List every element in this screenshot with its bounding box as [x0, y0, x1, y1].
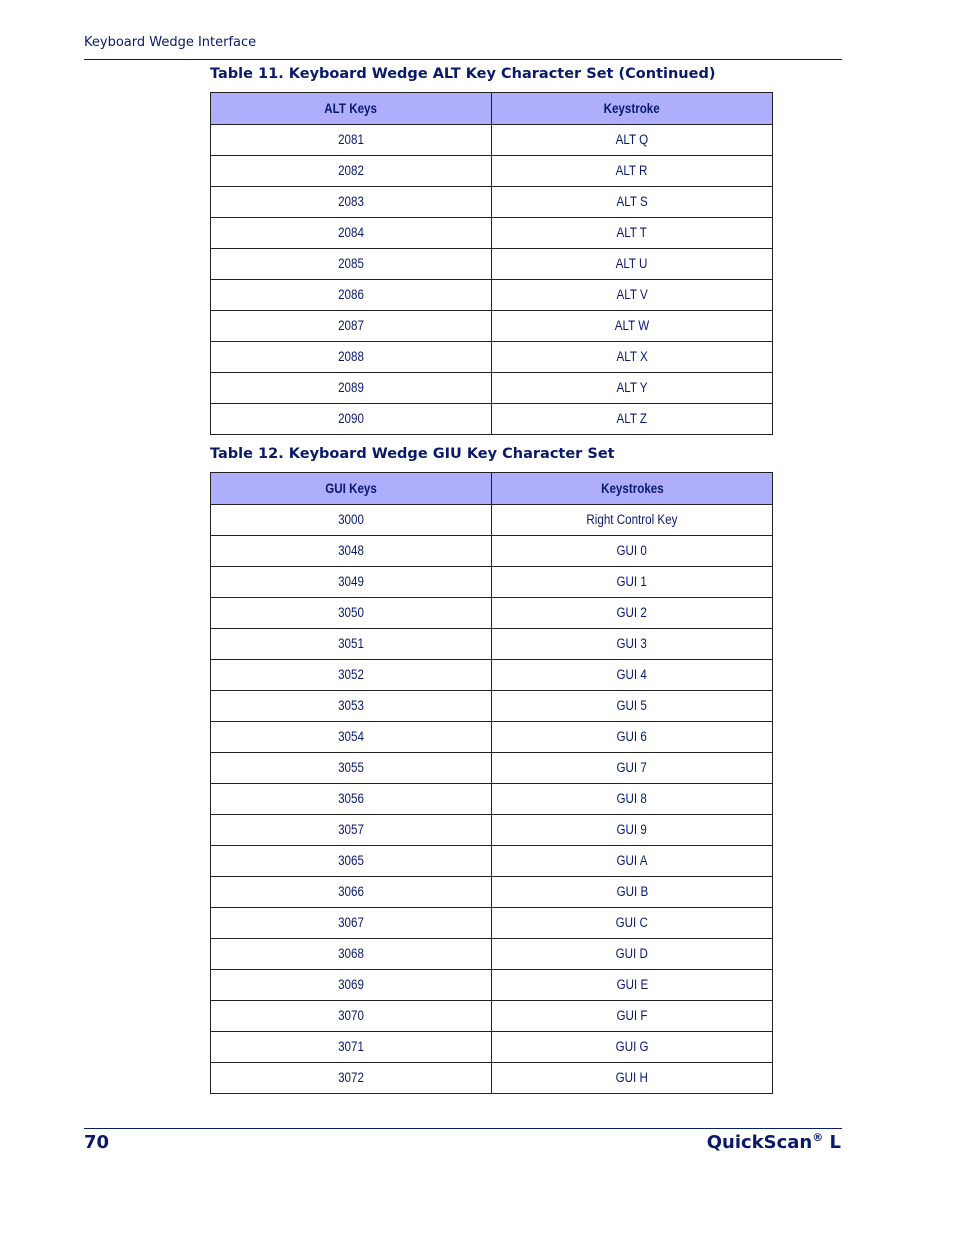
table-row — [211, 536, 773, 567]
key-code-cell: 2083 — [211, 187, 492, 218]
key-code-cell: 2082 — [211, 156, 492, 187]
keystroke-cell: ALT U — [492, 249, 773, 280]
table-row — [211, 1001, 773, 1032]
table-row — [211, 249, 773, 280]
keystroke-cell: GUI 9 — [492, 815, 773, 846]
key-code-cell: 2084 — [211, 218, 492, 249]
key-code-cell: 3049 — [211, 567, 492, 598]
table-row — [211, 373, 773, 404]
key-code-cell: 2081 — [211, 125, 492, 156]
keystroke-cell: GUI 3 — [492, 629, 773, 660]
key-code-cell: 3057 — [211, 815, 492, 846]
table-12-caption: Table 12. Keyboard Wedge GIU Key Character Set — [210, 446, 615, 462]
key-code-cell: 3048 — [211, 536, 492, 567]
page-number: 70 — [84, 1132, 110, 1153]
keystroke-cell: GUI 1 — [492, 567, 773, 598]
table-row — [211, 1032, 773, 1063]
key-code-cell: 3067 — [211, 908, 492, 939]
table-row — [211, 598, 773, 629]
column-header-gui-keys: GUI Keys — [211, 473, 492, 505]
gui-key-table — [210, 472, 773, 1094]
table-header-row — [211, 93, 773, 125]
key-code-cell: 3051 — [211, 629, 492, 660]
table-row — [211, 815, 773, 846]
keystroke-cell: ALT R — [492, 156, 773, 187]
running-header: Keyboard Wedge Interface — [84, 35, 257, 50]
table-row — [211, 753, 773, 784]
table-row — [211, 1063, 773, 1094]
key-code-cell: 3072 — [211, 1063, 492, 1094]
key-code-cell: 3000 — [211, 505, 492, 536]
keystroke-cell: GUI A — [492, 846, 773, 877]
keystroke-cell: ALT T — [492, 218, 773, 249]
key-code-cell: 3069 — [211, 970, 492, 1001]
alt-key-table-body — [211, 125, 773, 435]
table-row — [211, 908, 773, 939]
keystroke-cell: GUI 2 — [492, 598, 773, 629]
table-row — [211, 125, 773, 156]
table-11-caption: Table 11. Keyboard Wedge ALT Key Character Set (Continued) — [210, 66, 716, 82]
keystroke-cell: GUI H — [492, 1063, 773, 1094]
key-code-cell: 3066 — [211, 877, 492, 908]
keystroke-cell: ALT Z — [492, 404, 773, 435]
table-row — [211, 784, 773, 815]
keystroke-cell: ALT Q — [492, 125, 773, 156]
table-row — [211, 342, 773, 373]
table-row — [211, 629, 773, 660]
keystroke-cell: GUI F — [492, 1001, 773, 1032]
key-code-cell: 2090 — [211, 404, 492, 435]
key-code-cell: 2089 — [211, 373, 492, 404]
key-code-cell: 3055 — [211, 753, 492, 784]
keystroke-cell: ALT Y — [492, 373, 773, 404]
keystroke-cell: GUI 8 — [492, 784, 773, 815]
table-row — [211, 567, 773, 598]
keystroke-cell: GUI D — [492, 939, 773, 970]
footer-divider — [84, 1128, 842, 1129]
keystroke-cell: ALT X — [492, 342, 773, 373]
column-header-keystroke: Keystroke — [492, 93, 773, 125]
alt-key-table — [210, 92, 773, 435]
keystroke-cell: GUI 0 — [492, 536, 773, 567]
table-row — [211, 156, 773, 187]
product-name-suffix: L — [823, 1132, 841, 1153]
key-code-cell: 3071 — [211, 1032, 492, 1063]
key-code-cell: 3053 — [211, 691, 492, 722]
table-row — [211, 691, 773, 722]
column-header-keystrokes: Keystrokes — [492, 473, 773, 505]
key-code-cell: 2086 — [211, 280, 492, 311]
keystroke-cell: ALT W — [492, 311, 773, 342]
keystroke-cell: ALT S — [492, 187, 773, 218]
table-row — [211, 939, 773, 970]
keystroke-cell: GUI C — [492, 908, 773, 939]
product-name-text: QuickScan — [706, 1132, 813, 1153]
keystroke-cell: GUI 4 — [492, 660, 773, 691]
keystroke-cell: GUI 5 — [492, 691, 773, 722]
keystroke-cell: ALT V — [492, 280, 773, 311]
key-code-cell: 3065 — [211, 846, 492, 877]
keystroke-cell: GUI G — [492, 1032, 773, 1063]
header-divider — [84, 59, 842, 60]
table-row — [211, 970, 773, 1001]
table-row — [211, 280, 773, 311]
table-row — [211, 660, 773, 691]
keystroke-cell: GUI 7 — [492, 753, 773, 784]
table-row — [211, 311, 773, 342]
key-code-cell: 3070 — [211, 1001, 492, 1032]
table-row — [211, 218, 773, 249]
keystroke-cell: GUI B — [492, 877, 773, 908]
key-code-cell: 3056 — [211, 784, 492, 815]
keystroke-cell: GUI E — [492, 970, 773, 1001]
key-code-cell: 3050 — [211, 598, 492, 629]
table-row — [211, 404, 773, 435]
key-code-cell: 2085 — [211, 249, 492, 280]
registered-mark: ® — [812, 1131, 824, 1144]
gui-key-table-body — [211, 505, 773, 1094]
product-name — [707, 1132, 841, 1153]
table-row — [211, 846, 773, 877]
keystroke-cell: Right Control Key — [492, 505, 773, 536]
key-code-cell: 2088 — [211, 342, 492, 373]
column-header-alt-keys: ALT Keys — [211, 93, 492, 125]
key-code-cell: 3068 — [211, 939, 492, 970]
key-code-cell: 2087 — [211, 311, 492, 342]
table-row — [211, 187, 773, 218]
table-header-row — [211, 473, 773, 505]
table-row — [211, 722, 773, 753]
table-row — [211, 505, 773, 536]
table-row — [211, 877, 773, 908]
key-code-cell: 3052 — [211, 660, 492, 691]
keystroke-cell: GUI 6 — [492, 722, 773, 753]
key-code-cell: 3054 — [211, 722, 492, 753]
